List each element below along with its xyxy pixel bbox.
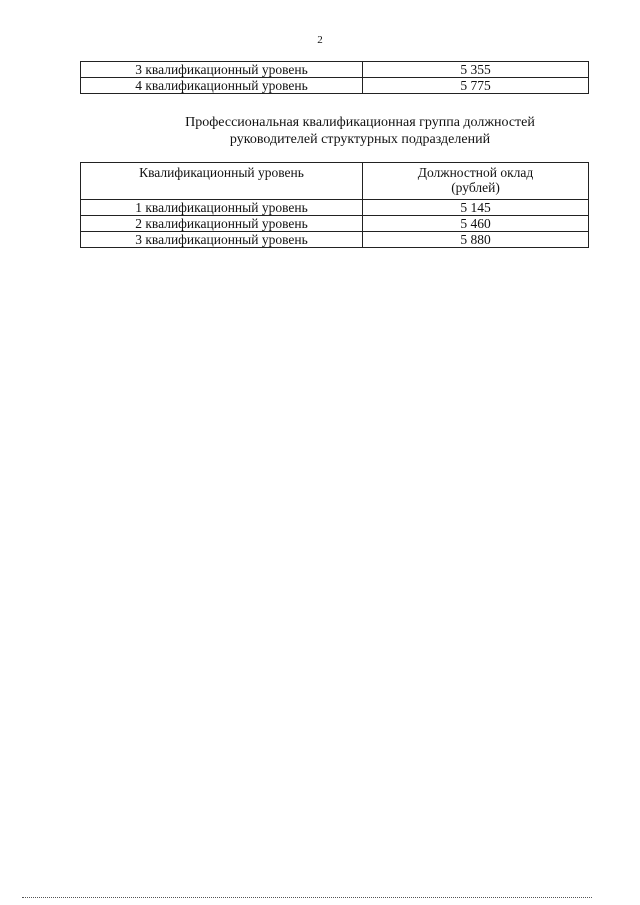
salary-table-continued — [80, 61, 589, 94]
header-level: Квалификационный уровень — [81, 163, 363, 200]
section-title-line: руководителей структурных подразделений — [229, 132, 491, 147]
salary-cell: 5 355 — [363, 62, 589, 78]
salary-cell: 5 775 — [363, 78, 589, 94]
header-salary-line: (рублей) — [451, 180, 500, 195]
table-header-row — [81, 163, 589, 200]
table-row — [81, 216, 589, 232]
section-title-line: Профессиональная квалификационная группа должностей — [185, 115, 535, 130]
table-row — [81, 62, 589, 78]
salary-cell: 5 145 — [363, 200, 589, 216]
section-title — [80, 114, 640, 148]
page-number: 2 — [317, 34, 323, 46]
level-cell: 1 квалификационный уровень — [81, 200, 363, 216]
header-salary-line: Должностной оклад — [417, 165, 534, 180]
table-row — [81, 78, 589, 94]
table-row — [81, 232, 589, 248]
level-cell: 4 квалификационный уровень — [81, 78, 363, 94]
level-cell: 2 квалификационный уровень — [81, 216, 363, 232]
level-cell: 3 квалификационный уровень — [81, 62, 363, 78]
salary-cell: 5 460 — [363, 216, 589, 232]
salary-table-managers — [80, 162, 589, 248]
salary-cell: 5 880 — [363, 232, 589, 248]
page-bottom-divider — [22, 897, 592, 898]
level-cell: 3 квалификационный уровень — [81, 232, 363, 248]
table-row — [81, 200, 589, 216]
header-salary — [363, 163, 589, 200]
